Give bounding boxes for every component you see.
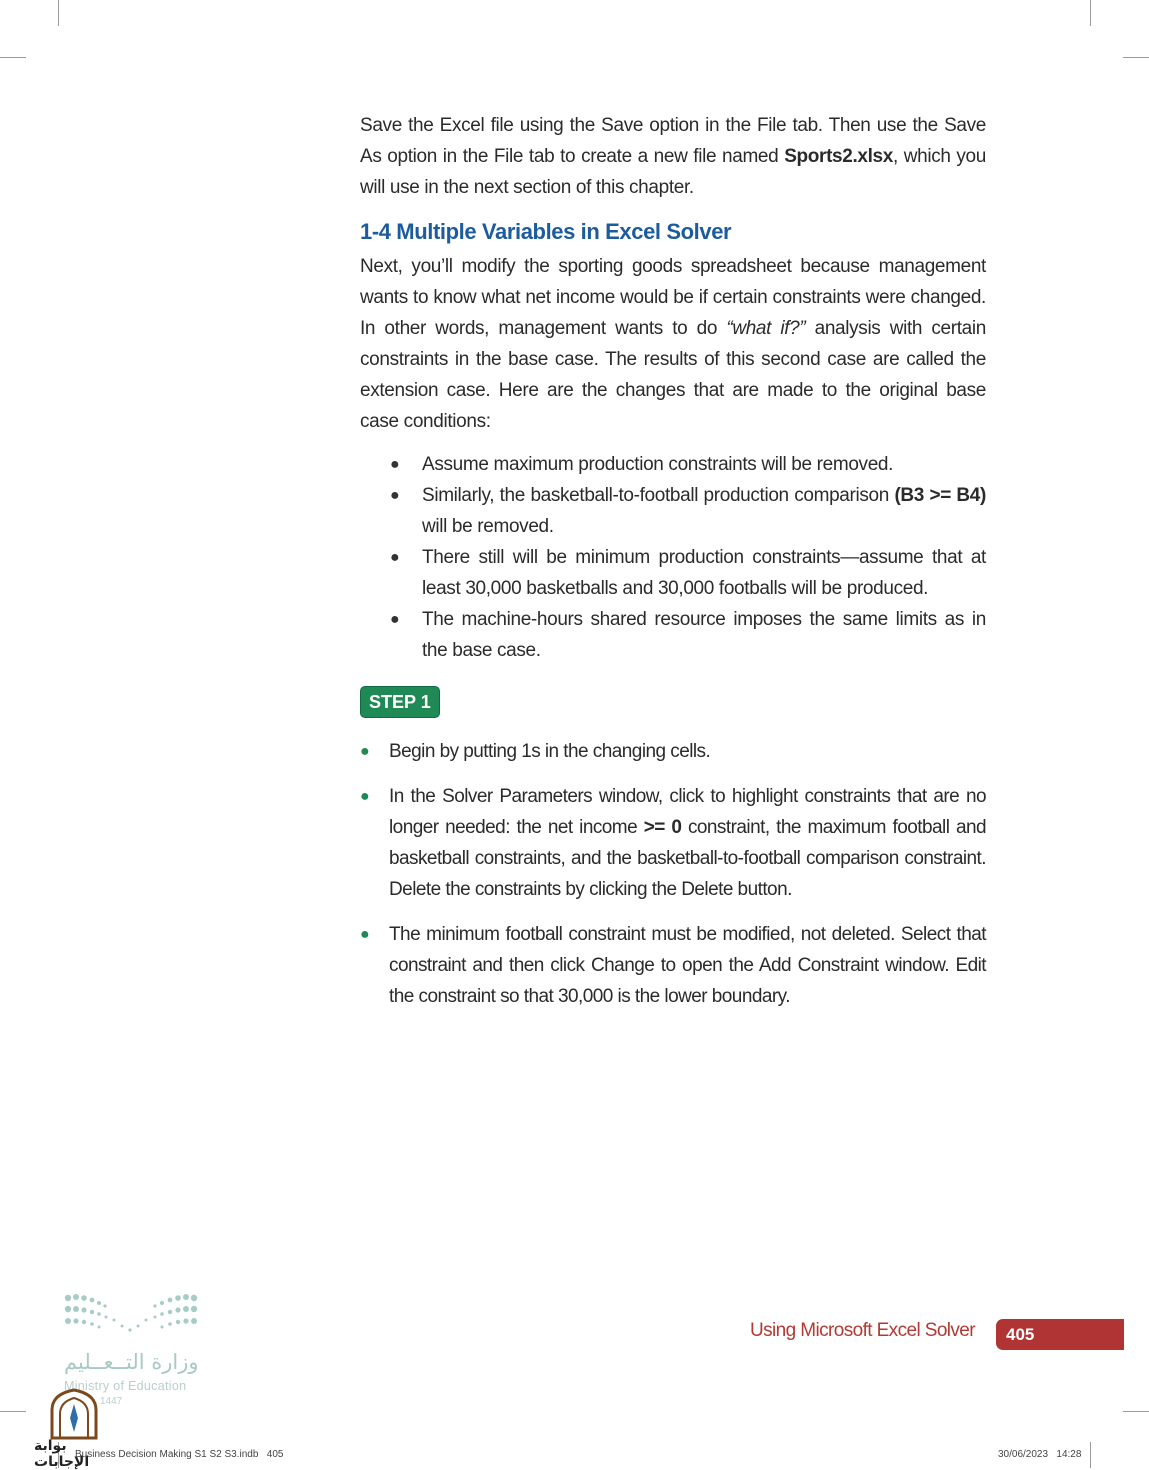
print-slug-file: Business Decision Making S1 S2 S3.indb 405: [75, 1449, 284, 1460]
bullet-icon: ●: [390, 611, 400, 628]
bullet-icon: ●: [360, 926, 370, 943]
crop-mark: [58, 0, 59, 26]
footer-chapter-title: Using Microsoft Excel Solver: [750, 1320, 975, 1341]
bullet-icon: ●: [360, 788, 370, 805]
section-heading: 1-4 Multiple Variables in Excel Solver: [360, 219, 732, 244]
crop-mark: [1090, 1442, 1091, 1468]
crop-mark: [1123, 57, 1149, 58]
logo-year: 1447: [100, 1396, 123, 1407]
page-number: 405: [996, 1319, 1124, 1350]
step-item: ● In the Solver Parameters window, click to highlight constraints that are no longer needed: the net income >= 0 constraint, the maximum football and basketball constraints, and the basketball-to-football comparison constraint. Delete the constraints by clicking the Delete button.: [360, 781, 986, 905]
crop-mark: [1090, 0, 1091, 26]
step-badge: STEP 1: [360, 686, 440, 718]
logo-arabic-text: وزارة التــعــليم: [64, 1350, 199, 1374]
crop-mark: [1123, 1411, 1149, 1412]
changes-list: [360, 449, 986, 666]
section-paragraph: Next, you’ll modify the sporting goods spreadsheet because management wants to know what net income would be if certain constraints were changed. In other words, management wants to do “what if?” analysis with certain constraints in the base case. The results of this second case are called the extension case. Here are the changes that are made to the original base case conditions:: [360, 256, 986, 432]
crop-mark: [0, 57, 26, 58]
logo-dots-icon: [62, 1290, 202, 1345]
step-item: ● The minimum football constraint must be modified, not deleted. Select that constraint and then click Change to open the Add Constraint window. Edit the constraint so that 30,000 is the lower boundary.: [360, 919, 986, 1012]
page-content: [360, 110, 986, 1026]
what-if-italic: “what if?”: [726, 318, 806, 339]
list-item: ● The machine-hours shared resource imposes the same limits as in the base case.: [360, 604, 986, 666]
list-item: ● Assume maximum production constraints will be removed.: [360, 449, 986, 480]
logo-english-text: Ministry of Education: [64, 1379, 187, 1393]
bullet-icon: ●: [390, 549, 400, 566]
list-item: ● There still will be minimum production constraints—assume that at least 30,000 basketballs and 30,000 footballs will be produced.: [360, 542, 986, 604]
bullet-icon: ●: [390, 456, 400, 473]
mosque-icon: [44, 1388, 104, 1440]
step-list: [360, 736, 986, 1012]
bullet-icon: ●: [360, 743, 370, 760]
crop-mark: [0, 1411, 26, 1412]
watermark-text: بوابة الإجابات: [34, 1438, 90, 1470]
step-item: ● Begin by putting 1s in the changing cells.: [360, 736, 986, 767]
bullet-icon: ●: [390, 487, 400, 504]
list-item: ● Similarly, the basketball-to-football production comparison (B3 >= B4) will be removed.: [360, 480, 986, 542]
watermark-logo: [34, 1388, 114, 1470]
print-slug-datetime: 30/06/2023 14:28: [998, 1449, 1082, 1460]
filename-bold: Sports2.xlsx: [784, 146, 893, 167]
intro-paragraph: Save the Excel file using the Save option in the File tab. Then use the Save As option in the File tab to create a new file named Sports2.xlsx, which you will use in the next section of this chapter.: [360, 115, 986, 198]
